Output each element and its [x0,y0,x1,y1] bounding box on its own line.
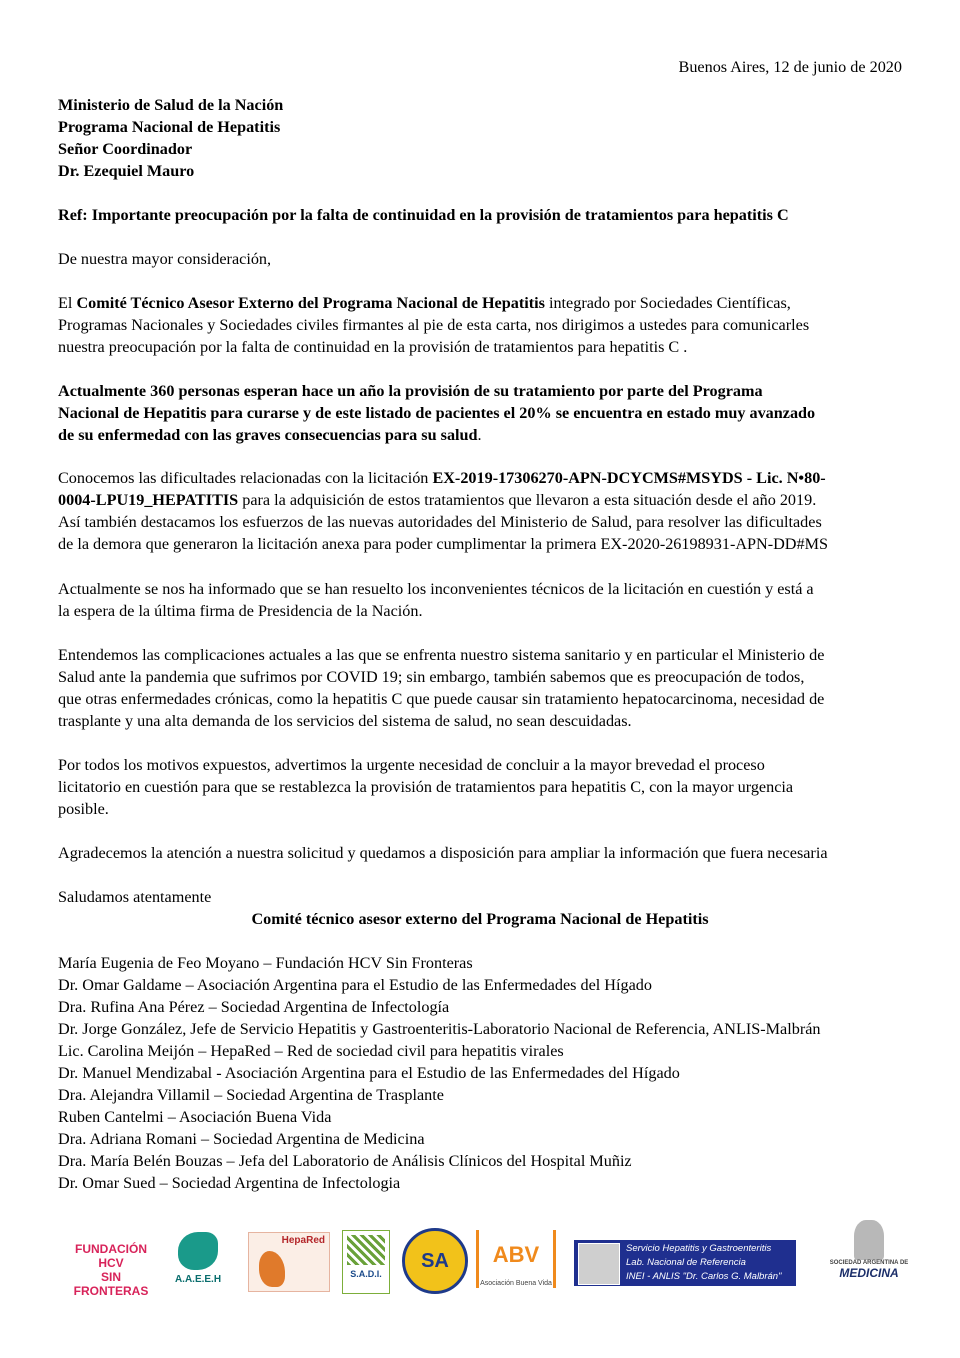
logo-text: Servicio Hepatitis y Gastroenteritis [626,1243,772,1254]
paragraph-4 [58,578,908,622]
servicio-hepatitis-logo [574,1240,796,1286]
letter-date: Buenos Aires, 12 de junio de 2020 [678,58,902,76]
organization-logos [58,1220,908,1310]
text-run: integrado por Sociedades Científicas, [544,294,791,312]
text-line: licitatorio en cuestión para que se restablezca la provisión de tratamientos para hepatitis C, con la mayor urgencia [58,778,794,796]
text-line: posible. [58,800,109,818]
sa-logo: SA [402,1228,468,1294]
paragraph-7: Agradecemos la atención a nuestra solicitud y quedamos a disposición para ampliar la información que fuera necesaria [58,844,828,862]
paragraph-6 [58,754,908,820]
text-line: Programas Nacionales y Sociedades civiles firmantes al pie de esta carta, nos dirigimos a ustedes para comunicarles [58,316,810,334]
paragraph-5 [58,644,908,732]
abv-logo [476,1230,556,1288]
text-run: Conocemos las dificultades relacionadas con la licitación [58,469,433,487]
pattern-icon [347,1235,385,1265]
signer-item: Dr. Manuel Mendizabal - Asociación Argentina para el Estudio de las Enfermedades del Hígado [58,1064,680,1082]
signer-item: Dr. Omar Sued – Sociedad Argentina de Infectologia [58,1174,401,1192]
address-line: Ministerio de Salud de la Nación [58,96,284,114]
signer-item: Dra. María Belén Bouzas – Jefa del Laboratorio de Análisis Clínicos del Hospital Muñiz [58,1152,632,1170]
sadi-logo [342,1230,390,1294]
fundacion-hcv-logo [66,1242,156,1298]
text-run-bold: de su enfermedad con las graves consecuencias para su salud [58,426,478,444]
logo-text: A.A.E.E.H [174,1274,222,1285]
logo-text: FUNDACIÓN HCV [75,1242,147,1270]
logo-text: SIN FRONTERAS [73,1270,149,1298]
paragraph-3 [58,467,908,555]
reference-line: Ref: Importante preocupación por la falta de continuidad en la provisión de tratamientos para hepatitis C [58,206,789,224]
logo-text: HepaRed [281,1235,325,1246]
signer-item: Dra. Adriana Romani – Sociedad Argentina de Medicina [58,1130,425,1148]
signers-list [58,952,821,1194]
text-line: Así también destacamos los esfuerzos de las nuevas autoridades del Ministerio de Salud, para resolver las dificultades [58,513,822,531]
text-run: El [58,294,77,312]
address-line: Señor Coordinador [58,140,193,158]
text-run: . [477,426,482,444]
text-line: Nacional de Hepatitis para curarse y de este listado de pacientes el 20% se encuentra en estado muy avanzado [58,404,816,422]
map-icon [259,1251,285,1287]
signer-item: Ruben Cantelmi – Asociación Buena Vida [58,1108,332,1126]
closing: Saludamos atentamente [58,888,212,906]
text-line [58,467,908,489]
logo-text: ABV [492,1242,540,1267]
signer-item: Lic. Carolina Meijón – HepaRed – Red de sociedad civil para hepatitis virales [58,1042,564,1060]
text-line: Salud ante la pandemia que sufrimos por COVID 19; sin embargo, también sabemos que es preocupación de todos, [58,668,805,686]
portrait-icon [578,1243,620,1285]
text-run-bold: EX-2019-17306270-APN-DCYCMS#MSYDS - Lic. N•80- [432,469,826,487]
text-line: Actualmente se nos ha informado que se han resuelto los inconvenientes técnicos de la licitación en cuestión y está a [58,580,814,598]
greeting: De nuestra mayor consideración, [58,250,272,268]
logo-subtext: Asociación Buena Vida [480,1280,552,1287]
text-line [58,292,908,314]
signer-item: Dra. Alejandra Villamil – Sociedad Argentina de Trasplante [58,1086,444,1104]
signer-item: Dr. Jorge González, Jefe de Servicio Hepatitis y Gastroenteritis-Laboratorio Nacional de Referencia, ANLIS-Malbrán [58,1020,821,1038]
text-line: Entendemos las complicaciones actuales a las que se enfrenta nuestro sistema sanitario y en particular el Ministerio de [58,646,825,664]
committee-title: Comité técnico asesor externo del Programa Nacional de Hepatitis [251,910,709,928]
paragraph-1 [58,292,908,358]
signer-item: Dra. Rufina Ana Pérez – Sociedad Argentina de Infectología [58,998,450,1016]
address-line: Programa Nacional de Hepatitis [58,118,281,136]
text-line [58,489,908,511]
text-line: Por todos los motivos expuestos, advertimos la urgente necesidad de concluir a la mayor brevedad el proceso [58,756,765,774]
paragraph-2 [58,380,908,446]
text-line: trasplante y una alta demanda de los servicios del sistema de salud, no sean descuidadas. [58,712,632,730]
logo-text: Lab. Nacional de Referencia [626,1257,746,1268]
signer-item: Dr. Omar Galdame – Asociación Argentina para el Estudio de las Enfermedades del Hígado [58,976,652,994]
text-run: para la adquisición de estos tratamientos que llevaron a esta situación desde el año 2019. [238,491,817,509]
text-line: de la demora que generaron la licitación anexa para poder cumplimentar la primera EX-2020-26198931-APN-DD#MS [58,535,828,553]
text-line: nuestra preocupación por la falta de continuidad en la provisión de tratamientos para hepatitis C . [58,338,688,356]
sociedad-medicina-logo [826,1220,912,1280]
signer-item: María Eugenia de Feo Moyano – Fundación HCV Sin Fronteras [58,954,473,972]
liver-icon [178,1232,218,1270]
aaeeh-logo [168,1232,228,1285]
logo-text: S.A.D.I. [350,1269,382,1279]
text-line [58,424,908,446]
text-run-bold: 0004-LPU19_HEPATITIS [58,491,239,509]
recipient-address [58,94,908,182]
text-line: Actualmente 360 personas esperan hace un año la provisión de su tratamiento por parte del Programa [58,382,763,400]
figure-icon [854,1220,884,1260]
hepared-logo [248,1232,330,1292]
logo-text: INEI - ANLIS "Dr. Carlos G. Malbrán" [626,1271,782,1282]
address-line: Dr. Ezequiel Mauro [58,162,195,180]
logo-subtext: SOCIEDAD ARGENTINA DE [829,1260,909,1266]
text-line: que otras enfermedades crónicas, como la hepatitis C que puede causar sin tratamiento hepatocarcinoma, necesidad de [58,690,825,708]
text-line: la espera de la última firma de Presidencia de la Nación. [58,602,423,620]
logo-text: MEDICINA [839,1266,899,1280]
text-run-bold: Comité Técnico Asesor Externo del Programa Nacional de Hepatitis [76,294,545,312]
